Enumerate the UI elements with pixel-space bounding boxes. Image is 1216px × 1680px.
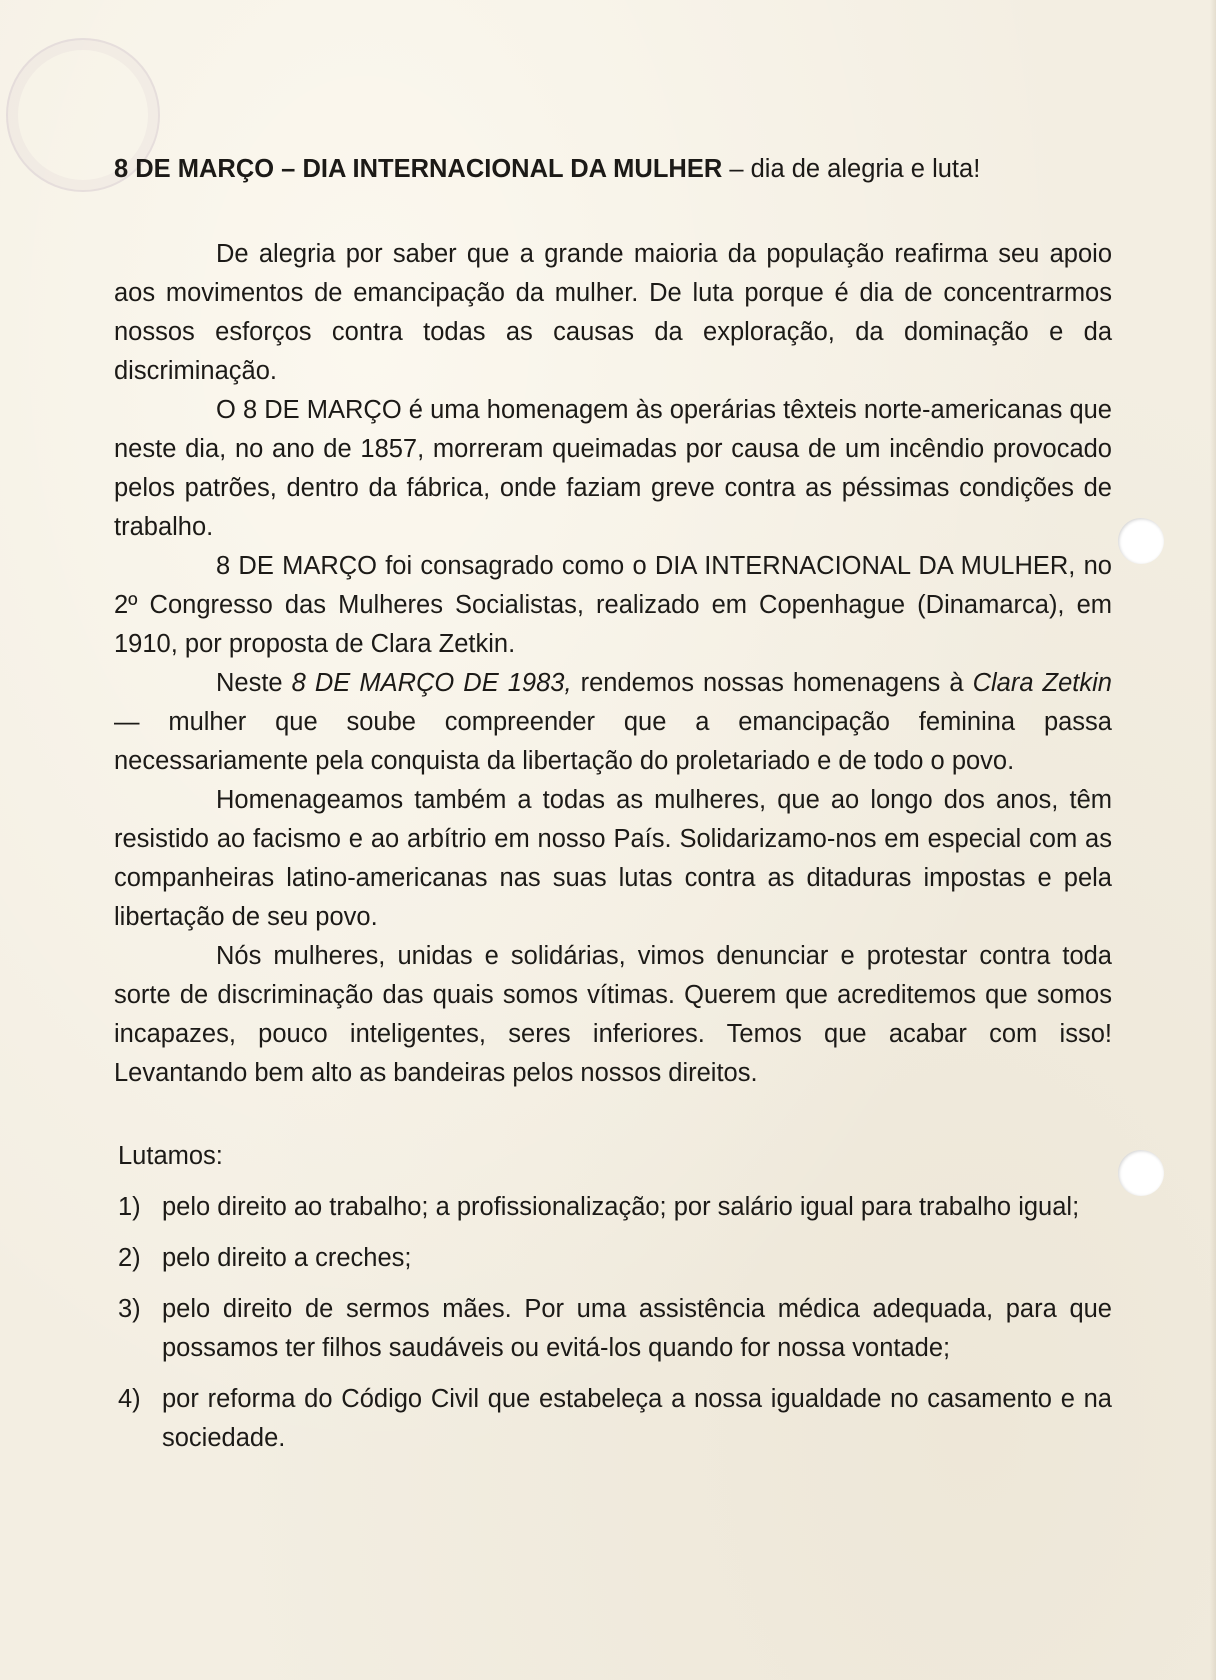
list-item	[118, 1380, 1112, 1458]
punch-hole	[1118, 518, 1164, 564]
list-item-text: pelo direito de sermos mães. Por uma assistência médica adequada, para que possamos ter filhos saudáveis ou evitá-los quando for nossa vontade;	[162, 1295, 1112, 1362]
paragraph-run: Nós mulheres, unidas e solidárias, vimos denunciar e protestar contra toda sorte de discriminação das quais somos vítimas. Querem que acreditemos que somos incapazes, pouco inteligentes, seres inferiores. Temos que acabar com isso! Levantando bem alto as bandeiras pelos nossos direitos.	[114, 942, 1112, 1087]
list-item-number: 1)	[118, 1193, 141, 1221]
paragraph-run: Homenageamos também a todas as mulheres, que ao longo dos anos, têm resistido ao facismo e ao arbítrio em nosso País. Solidarizamo-nos em especial com as companheiras latino-americanas nas suas lutas contra as ditaduras impostas e pela libertação de seu povo.	[114, 786, 1112, 931]
paragraph	[114, 664, 1112, 781]
list-item	[118, 1188, 1112, 1227]
document-title	[114, 150, 1112, 189]
demands-list	[114, 1188, 1112, 1458]
list-item-number: 3)	[118, 1295, 141, 1323]
paper-edge	[1210, 0, 1216, 1680]
list-item-text: pelo direito ao trabalho; a profissionalização; por salário igual para trabalho igual;	[162, 1193, 1080, 1221]
list-item-text: pelo direito a creches;	[162, 1244, 412, 1272]
paragraph-italic-run: Clara Zetkin	[972, 669, 1112, 697]
list-item-text: por reforma do Código Civil que estabeleça a nossa igualdade no casamento e na sociedade.	[162, 1385, 1112, 1452]
title-bold: 8 DE MARÇO – DIA INTERNACIONAL DA MULHER	[114, 155, 723, 183]
title-tail: – dia de alegria e luta!	[729, 155, 981, 183]
list-item	[118, 1239, 1112, 1278]
paragraphs	[114, 235, 1112, 1093]
paragraph-italic-run: 8 DE MARÇO DE 1983,	[291, 669, 572, 697]
paragraph	[114, 547, 1112, 664]
document-body	[114, 150, 1112, 1470]
paragraph-run: 8 DE MARÇO foi consagrado como o DIA INTERNACIONAL DA MULHER, no 2º Congresso das Mulheres Socialistas, realizado em Copenhague (Dinamarca), em 1910, por proposta de Clara Zetkin.	[114, 552, 1112, 658]
paragraph-run: De alegria por saber que a grande maioria da população reafirma seu apoio aos movimentos de emancipação da mulher. De luta porque é dia de concentrarmos nossos esforços contra todas as causas da exploração, da dominação e da discriminação.	[114, 240, 1112, 385]
paragraph	[114, 781, 1112, 937]
lutamos-heading: Lutamos:	[118, 1142, 223, 1170]
punch-hole	[1118, 1150, 1164, 1196]
paragraph-run: — mulher que soube compreender que a emancipação feminina passa necessariamente pela conquista da libertação do proletariado e de todo o povo.	[114, 708, 1112, 775]
paragraph	[114, 937, 1112, 1093]
paragraph-run: O 8 DE MARÇO é uma homenagem às operárias têxteis norte-americanas que neste dia, no ano de 1857, morreram queimadas por causa de um incêndio provocado pelos patrões, dentro da fábrica, onde faziam greve contra as péssimas condições de trabalho.	[114, 396, 1112, 541]
paragraph-run: rendemos nossas homenagens à	[571, 669, 973, 697]
list-item	[118, 1290, 1112, 1368]
paragraph	[114, 235, 1112, 391]
list-item-number: 2)	[118, 1244, 141, 1272]
list-item-number: 4)	[118, 1385, 141, 1413]
paragraph	[114, 391, 1112, 547]
paragraph-run: Neste	[216, 669, 292, 697]
